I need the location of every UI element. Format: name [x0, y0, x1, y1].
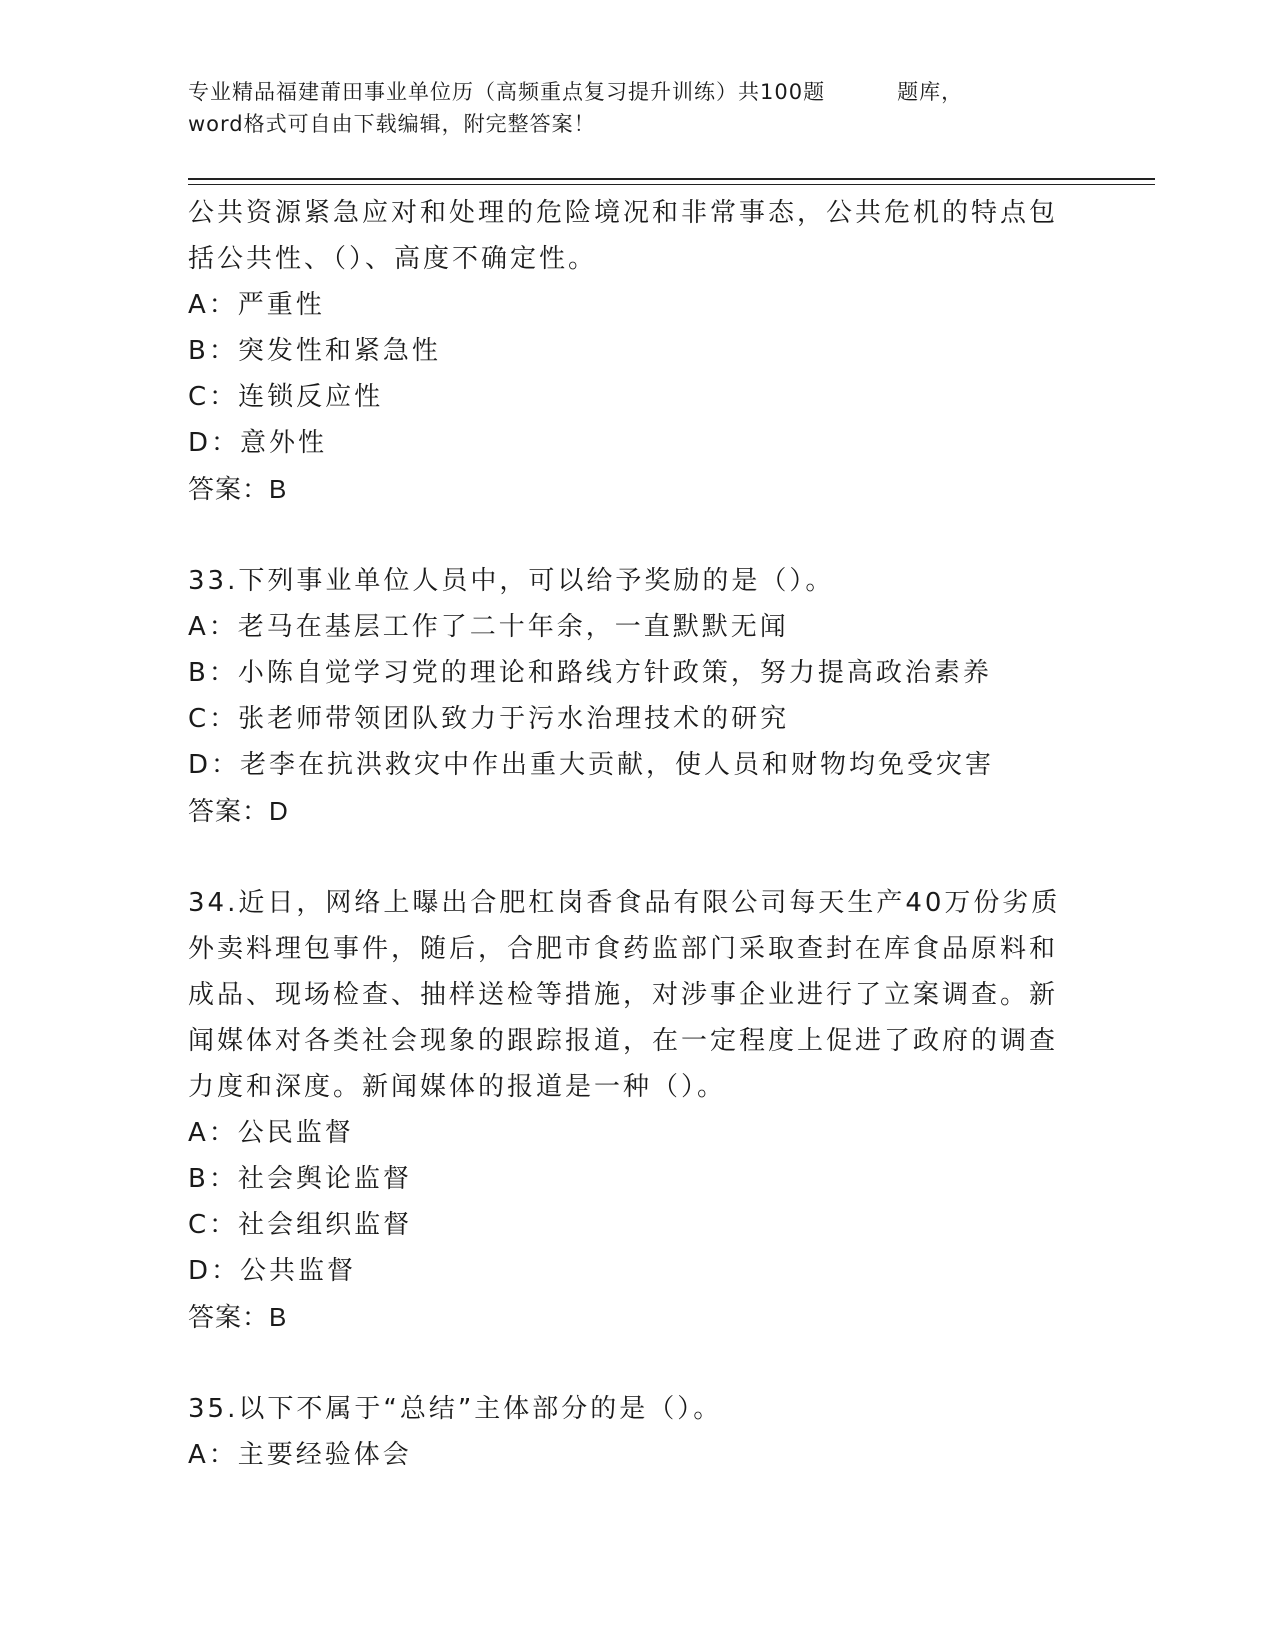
- option-c: C：社会组织监督: [188, 1210, 413, 1240]
- question-text-line: 力度和深度。新闻媒体的报道是一种（）。: [188, 1072, 727, 1102]
- answer: 答案：B: [188, 1302, 288, 1332]
- option-b: B：小陈自觉学习党的理论和路线方针政策，努力提高政治素养: [188, 658, 992, 688]
- header-subtitle: word格式可自由下载编辑，附完整答案！: [188, 112, 596, 136]
- question-text: 33.下列事业单位人员中，可以给予奖励的是（）。: [188, 566, 835, 596]
- option-a: A：主要经验体会: [188, 1440, 412, 1470]
- question-text-line: 34.近日，网络上曝出合肥杠岗香食品有限公司每天生产40万份劣质: [188, 888, 1061, 918]
- option-d: D：意外性: [188, 428, 328, 458]
- question-block-33: [188, 558, 1068, 834]
- option-c: C：连锁反应性: [188, 382, 384, 412]
- header-title-suffix: 题库，: [897, 80, 964, 104]
- question-text-line: 外卖料理包事件，随后，合肥市食药监部门采取查封在库食品原料和: [188, 934, 1059, 964]
- option-b: B：突发性和紧急性: [188, 336, 441, 366]
- question-block-35: [188, 1386, 1068, 1478]
- header-title: 专业精品福建莆田事业单位历（高频重点复习提升训练）共100题: [188, 80, 826, 104]
- header-divider-thick: [188, 178, 1155, 180]
- option-c: C：张老师带领团队致力于污水治理技术的研究: [188, 704, 790, 734]
- option-a: A：严重性: [188, 290, 325, 320]
- answer: 答案：D: [188, 796, 289, 826]
- document-header: [188, 76, 1088, 140]
- question-block-32: [188, 190, 1068, 512]
- question-text-line: 公共资源紧急应对和处理的危险境况和非常事态，公共危机的特点包: [188, 198, 1059, 228]
- question-list: [188, 190, 1068, 1478]
- question-text: 35.以下不属于“总结”主体部分的是（）。: [188, 1394, 723, 1424]
- option-a: A：老马在基层工作了二十年余，一直默默无闻: [188, 612, 789, 642]
- option-d: D：公共监督: [188, 1256, 357, 1286]
- question-text-line: 闻媒体对各类社会现象的跟踪报道，在一定程度上促进了政府的调查: [188, 1026, 1059, 1056]
- header-divider-thin: [188, 184, 1155, 185]
- option-d: D：老李在抗洪救灾中作出重大贡献，使人员和财物均免受灾害: [188, 750, 995, 780]
- question-text-line: 成品、现场检查、抽样送检等措施，对涉事企业进行了立案调查。新: [188, 980, 1059, 1010]
- option-a: A：公民监督: [188, 1118, 354, 1148]
- question-block-34: [188, 880, 1068, 1340]
- answer: 答案：B: [188, 474, 288, 504]
- question-text-line: 括公共性、（）、高度不确定性。: [188, 244, 598, 274]
- option-b: B：社会舆论监督: [188, 1164, 412, 1194]
